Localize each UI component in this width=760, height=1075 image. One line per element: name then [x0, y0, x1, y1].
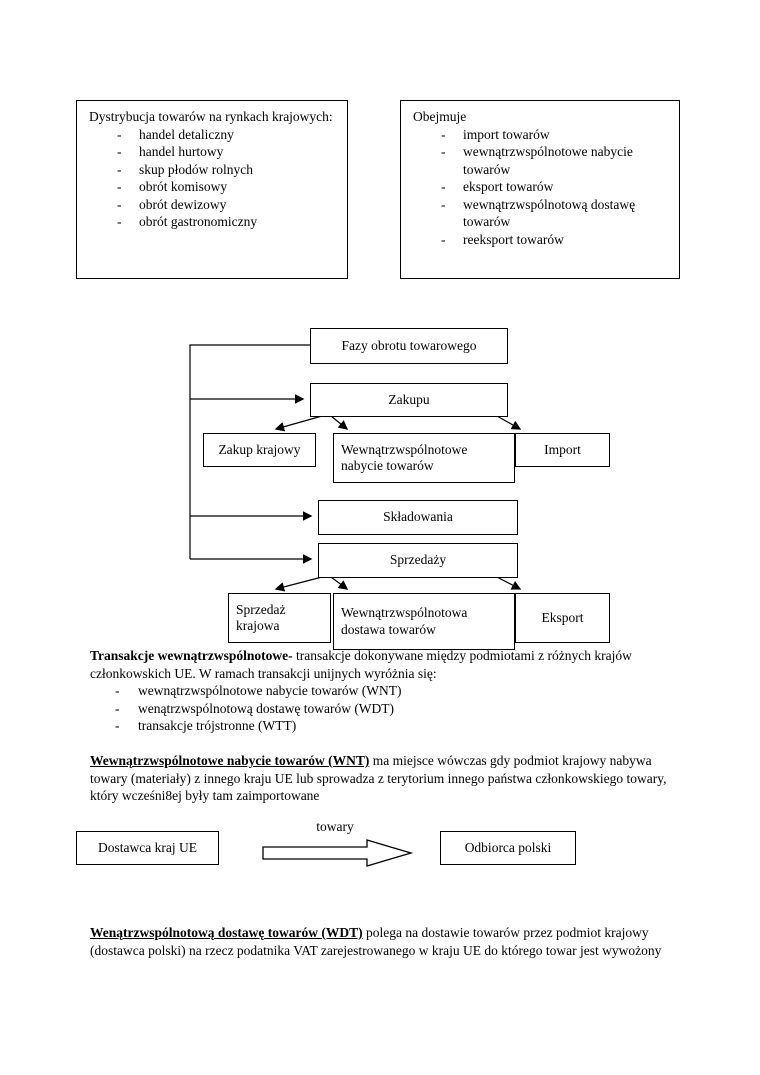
export-label: Eksport — [541, 609, 584, 625]
list-item-text: handel detaliczny — [139, 126, 234, 142]
dash-bullet — [117, 143, 139, 161]
dash-bullet — [115, 700, 138, 718]
list-item — [89, 178, 335, 196]
list-item-text: reeksport towarów — [463, 231, 564, 247]
list-item-text: wenątrzwspólnotową dostawę towarów (WDT) — [138, 700, 395, 716]
para-wdt — [90, 924, 675, 959]
list-item-text: skup płodów rolnych — [139, 161, 253, 177]
dash-bullet — [441, 143, 463, 178]
dash-bullet — [115, 682, 138, 700]
list-item-text: wewnątrzwspólnotowe nabycie towarów — [463, 144, 633, 177]
includes-box-title: Obejmuje — [413, 109, 467, 124]
domestic-sales-box — [228, 593, 331, 643]
arrow-purchase-to-import — [497, 416, 520, 429]
domestic-purchase-label: Zakup krajowy — [218, 441, 301, 457]
supplier-box — [76, 831, 219, 865]
dash-bullet — [117, 161, 139, 179]
diagram-title: Fazy obrotu towarowego — [341, 337, 477, 353]
dash-bullet — [117, 196, 139, 214]
dash-bullet — [441, 126, 463, 144]
arrow-sales-to-domestic — [276, 577, 322, 589]
arrow-sales-to-export — [497, 577, 520, 589]
export-box — [515, 593, 610, 643]
domestic-purchase-box — [203, 433, 316, 467]
phase-purchase-label: Zakupu — [388, 391, 430, 407]
list-item-text: wewnątrzwspólnotową dostawę towarów — [463, 196, 636, 230]
phase-purchase-box — [310, 383, 508, 417]
arrow-purchase-to-domestic — [276, 416, 322, 429]
phase-sales-box — [318, 543, 518, 578]
list-item — [413, 126, 667, 144]
flow-arrow-label: towary — [316, 819, 354, 834]
list-item-text: obrót gastronomiczny — [139, 214, 258, 230]
list-item-text: wewnątrzwspólnotowe nabycie towarów (WNT) — [138, 683, 402, 699]
para-transactions-text: transakcje dokonywane między podmiotami z różnych krajów członkowskich UE. W ramach transakcji unijnych wyróżnia się: — [90, 648, 632, 681]
list-item — [89, 161, 335, 179]
list-item — [89, 126, 335, 144]
flow-arrow-shape — [263, 840, 411, 866]
flow-arrow — [262, 836, 414, 870]
list-item — [89, 196, 335, 214]
para-transactions-heading: Transakcje wewnątrzwspólnotowe- — [90, 648, 293, 663]
para-wnt — [90, 752, 675, 805]
list-item-text: handel hurtowy — [139, 144, 224, 160]
list-item-text: transakcje trójstronne (WTT) — [138, 718, 297, 734]
list-item-text: eksport towarów — [463, 179, 554, 195]
recipient-box — [440, 831, 576, 865]
import-box — [515, 433, 610, 467]
para-transactions — [90, 647, 675, 735]
wdt-delivery-label: Wewnątrzwspólnotowa dostawa towarów — [341, 605, 468, 637]
wnt-acquisition-label: Wewnątrzwspólnotowe nabycie towarów — [341, 441, 468, 473]
dash-bullet — [441, 178, 463, 196]
phase-sales-label: Sprzedaży — [389, 552, 447, 568]
wnt-acquisition-box — [333, 433, 515, 483]
para-wnt-heading: Wewnątrzwspólnotowe nabycie towarów (WNT) — [90, 753, 370, 768]
list-item-text: obrót dewizowy — [139, 196, 227, 212]
list-item — [413, 143, 667, 178]
list-item — [115, 700, 675, 718]
list-item — [115, 682, 675, 700]
dash-bullet — [441, 231, 463, 249]
dash-bullet — [441, 196, 463, 231]
phase-storage-box — [318, 500, 518, 535]
includes-box — [400, 100, 680, 279]
list-item — [413, 231, 667, 249]
list-item-text: import towarów — [463, 126, 550, 142]
para-wnt-text: ma miejsce wówczas gdy podmiot krajowy nabywa towary (materiały) z innego kraju UE lub sprowadza z terytorium innego państwa członkowskiego towary, który wcześni8ej były tam zaimportowane — [90, 753, 667, 804]
wdt-delivery-box — [333, 593, 515, 650]
domestic-sales-label: Sprzedaż krajowa — [236, 601, 286, 633]
para-wdt-heading: Wenątrzwspólnotową dostawę towarów (WDT) — [90, 925, 363, 940]
diagram-title-box — [310, 328, 508, 364]
phase-storage-label: Składowania — [383, 509, 453, 525]
dash-bullet — [117, 178, 139, 196]
dash-bullet — [117, 213, 139, 231]
import-label: Import — [544, 441, 581, 457]
recipient-label: Odbiorca polski — [464, 839, 552, 855]
para-wdt-text: polega na dostawie towarów przez podmiot krajowy (dostawca polski) na rzecz podatnika VAT zarejestrowanego w kraju UE do którego towar jest wywożony — [90, 925, 662, 958]
list-item — [89, 143, 335, 161]
distribution-box — [76, 100, 348, 279]
dash-bullet — [117, 126, 139, 144]
list-item-text: obrót komisowy — [139, 179, 228, 195]
list-item — [89, 213, 335, 231]
supplier-label: Dostawca kraj UE — [98, 839, 197, 855]
list-item — [413, 196, 667, 231]
distribution-box-title: Dystrybucja towarów na rynkach krajowych: — [89, 109, 333, 124]
list-item — [413, 178, 667, 196]
arrow-purchase-to-wnt — [331, 416, 347, 429]
arrow-sales-to-wdt — [331, 577, 347, 589]
dash-bullet — [115, 717, 138, 735]
list-item — [115, 717, 675, 735]
